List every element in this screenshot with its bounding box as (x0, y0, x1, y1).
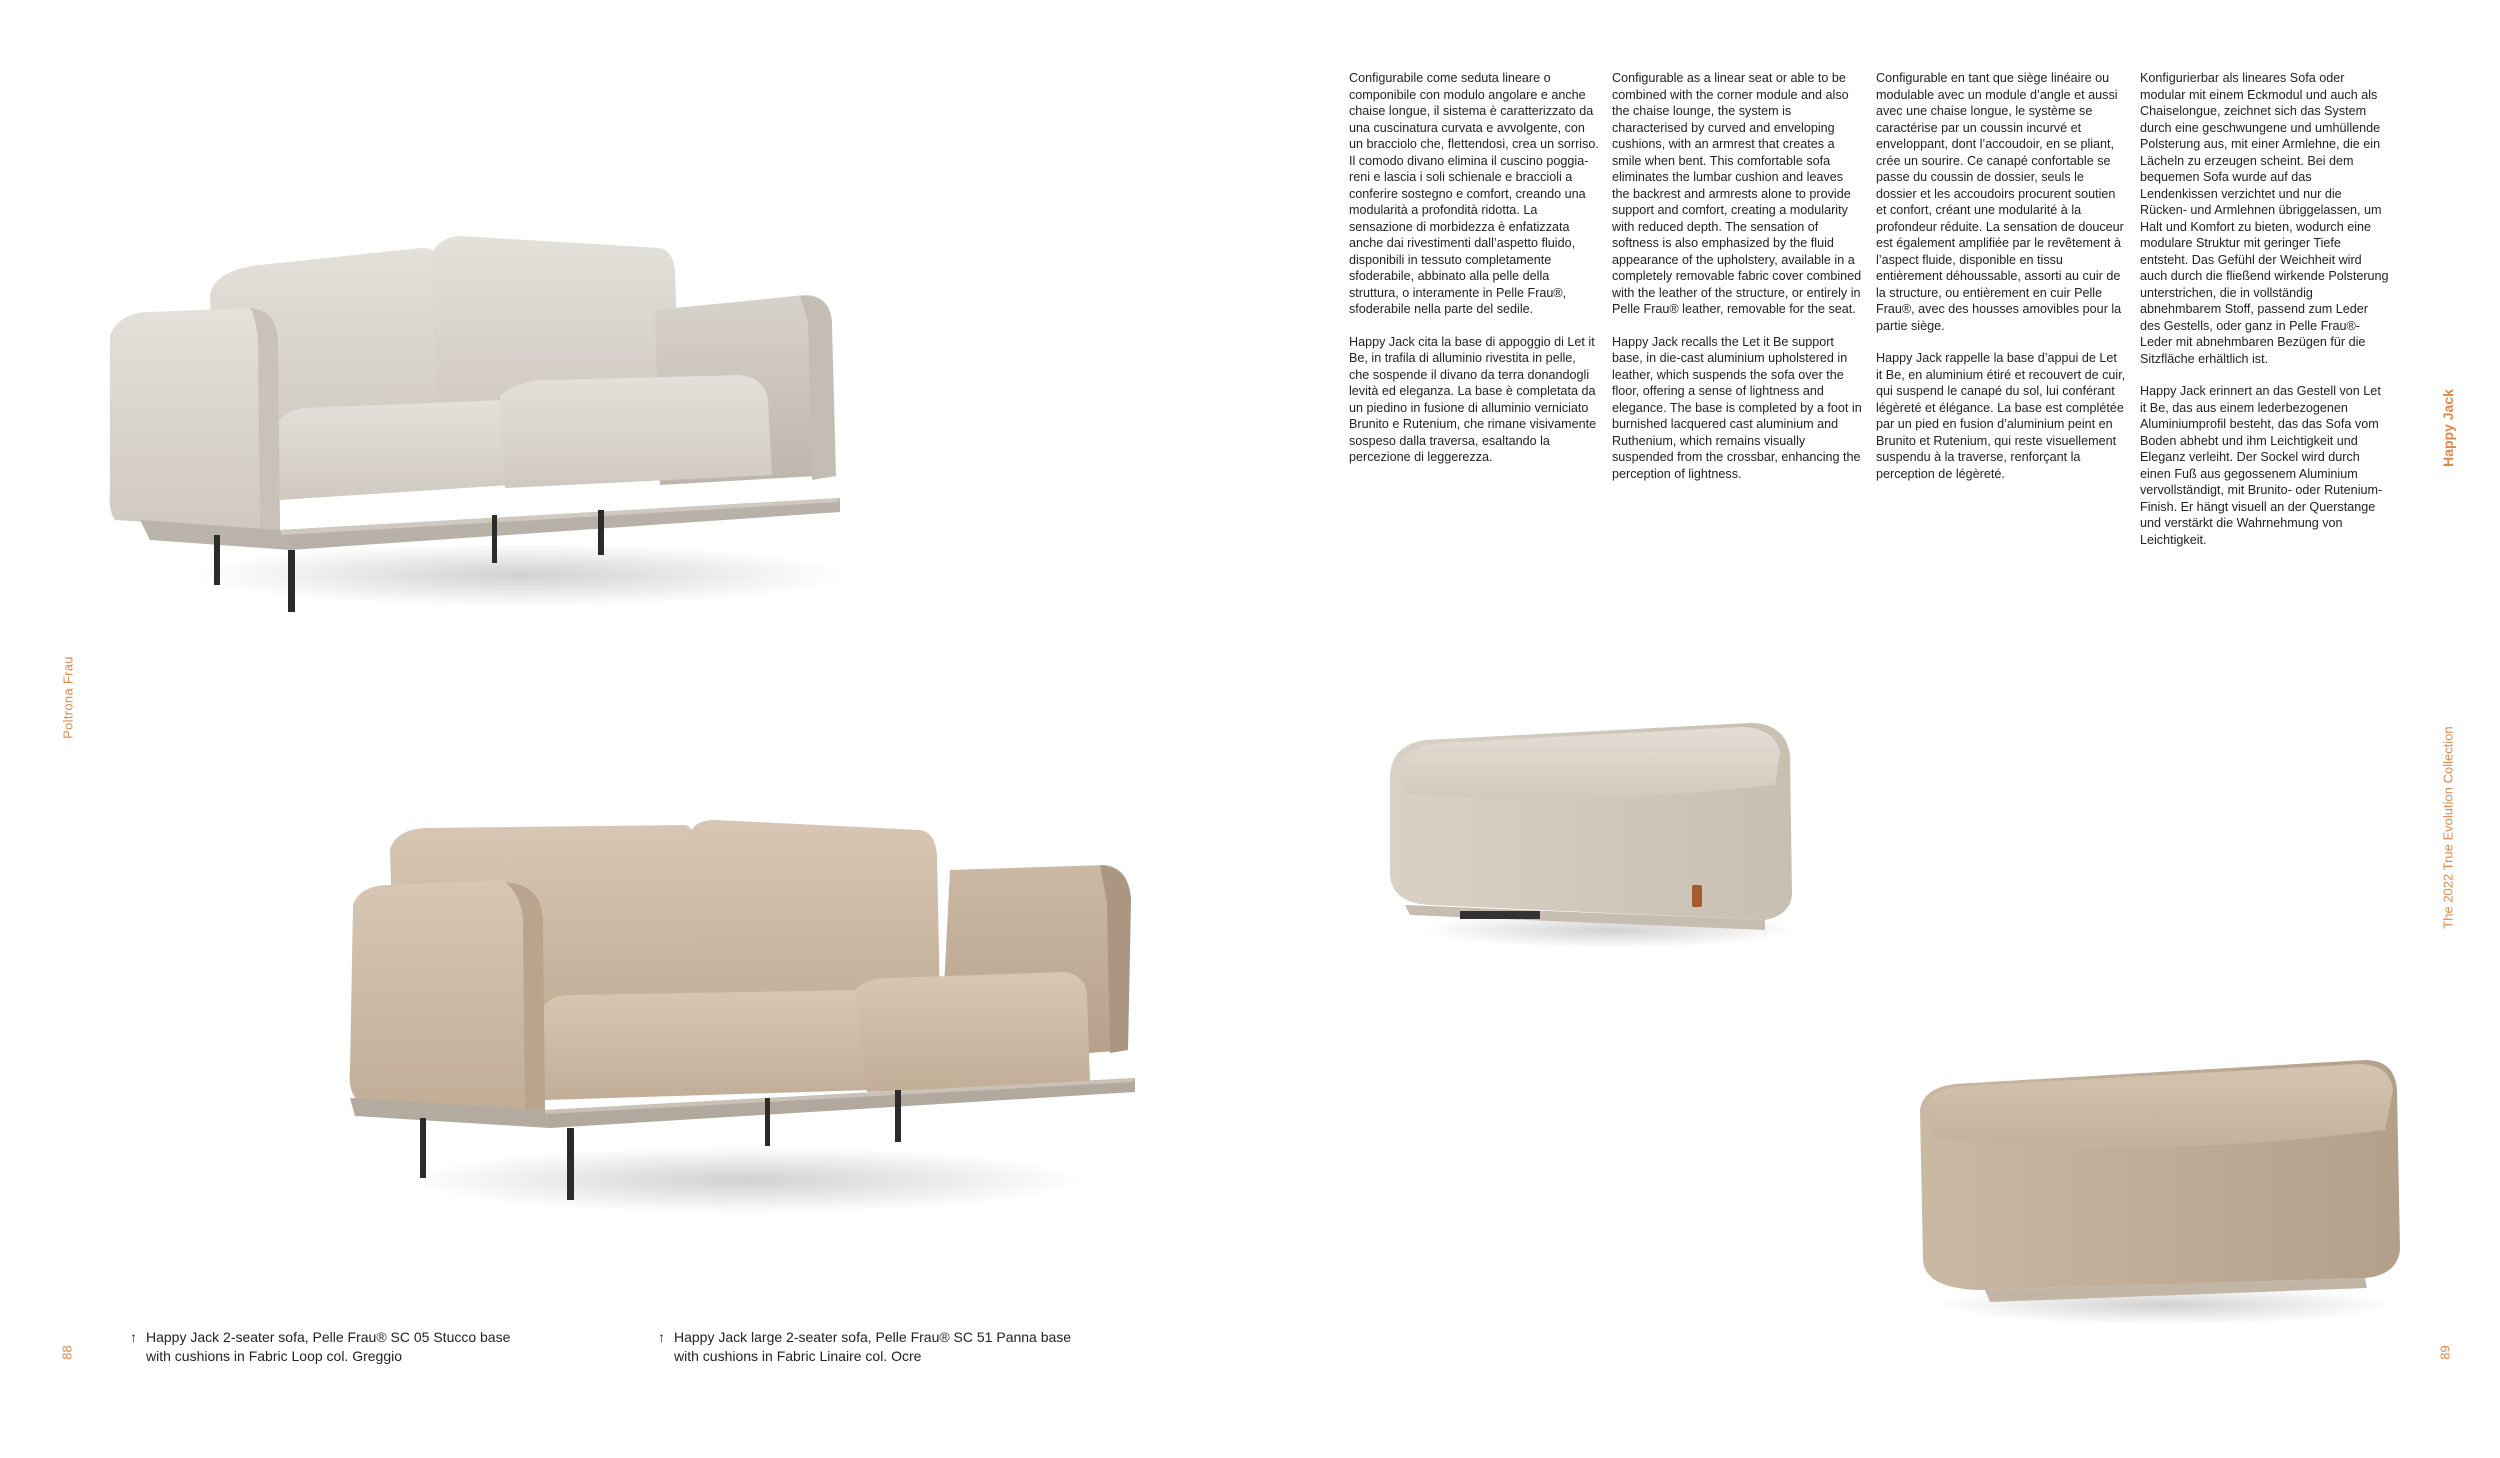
text-column-french (1876, 70, 2126, 498)
brand-vertical-label: Poltrona Frau (60, 656, 76, 739)
caption-line-2: with cushions in Fabric Loop col. Greggio (146, 1348, 403, 1364)
sofa-greggio-image (100, 230, 890, 620)
german-paragraph-1: Konfigurierbar als lineares Sofa oder modular mit einem Eckmodul und auch als Chaiselongue, zeichnet sich das System durch eine geschwungene und umhüllende Polsterung aus, mit einer Armlehne, die ein Lächeln zu erzeugen scheint. Bei dem bequemen Sofa wurde auf das Lendenkissen verzichtet und nur die Rücken- und Armlehnen übriggelassen, um Halt und Komfort zu bieten, wodurch eine modulare Struktur mit geringer Tiefe entsteht. Das Gefühl der Weichheit wird auch durch die fließend wirkende Polsterung unterstrichen, die in vollständig abnehmbarem Stoff, passend zum Leder des Gestells, oder ganz in Pelle Frau®-Leder mit abnehmbaren Bezügen für die Sitzfläche erhältlich ist. (2140, 71, 2389, 366)
page-number-right: 89 (2437, 1345, 2453, 1360)
caption-sofa-ocre (658, 1328, 1178, 1366)
arrow-up-icon: ↑ (658, 1329, 665, 1345)
arrow-up-icon: ↑ (130, 1329, 137, 1345)
italian-paragraph-2: Happy Jack cita la base di appoggio di Let it Be, in trafila di alluminio rivestita in pelle, che sospende il divano da terra donandogli levità ed eleganza. La base è completata da un piedino in fusione di alluminio verniciato Brunito e Rutenium, che rimane visivamente sospeso dalla traversa, esaltando la percezione di leggerezza. (1349, 334, 1597, 464)
caption-line-2: with cushions in Fabric Linaire col. Ocre (674, 1348, 922, 1364)
caption-line-1: Happy Jack large 2-seater sofa, Pelle Frau® SC 51 Panna base (674, 1329, 1072, 1345)
french-paragraph-2: Happy Jack rappelle la base d’appui de Let it Be, en aluminium étiré et recouvert de cuir, qui suspend le canapé du sol, lui conférant légèreté et élégance. La base est complétée par un pied en fusion d’aluminium peint en Brunito et Rutenium, qui reste visuellement suspendu à la traverse, renforçant la perception de légèreté. (1876, 351, 2126, 481)
french-paragraph-1: Configurable en tant que siège linéaire ou modulable avec un module d’angle et aussi avec une chaise longue, le système se caractérise par un coussin incurvé et enveloppant, dont l’accoudoir, en se pliant, crée un sourire. Ce canapé confortable se passe du coussin de dossier, seuls le dossier et les accoudoirs procurent soutien et confort, créant une modularité à la profondeur réduite. La sensation de douceur est également amplifiée par le revêtement à l’aspect fluide, disponible en tissu entièrement déhoussable, assorti au cuir de la structure, ou entièrement en cuir Pelle Frau®, avec des housses amovibles pour la partie siège. (1876, 71, 2124, 333)
text-column-italian (1349, 70, 1599, 482)
page-number-left: 88 (59, 1345, 75, 1360)
pouf-fabric-image (1905, 1050, 2405, 1330)
collection-vertical-label: The 2022 True Evolution Collection (2440, 726, 2456, 929)
german-paragraph-2: Happy Jack erinnert an das Gestell von Let it Be, das aus einem lederbezogenen Aluminiumprofil besteht, das das Sofa vom Boden abhebt und ihm Leichtigkeit und Eleganz verleiht. Der Sockel wird durch einen Fuß aus gegossenem Aluminium vervollständigt, mit Brunito- oder Rutenium-Finish. Er hängt visuell an der Querstange und verstärkt die Wahrnehmung von Leichtigkeit. (2140, 384, 2383, 547)
caption-sofa-greggio (130, 1328, 650, 1366)
pouf-leather-image (1380, 715, 1800, 955)
text-column-english (1612, 70, 1862, 498)
text-column-german (2140, 70, 2390, 564)
english-paragraph-1: Configurable as a linear seat or able to be combined with the corner module and also the chaise lounge, the system is characterised by curved and enveloping cushions, with an armrest that creates a smile when bent. This comfortable sofa eliminates the lumbar cushion and leaves the backrest and armrests alone to provide support and comfort, creating a modularity with reduced depth. The sensation of softness is also emphasized by the fluid appearance of the upholstery, available in a completely removable fabric cover combined with the leather of the structure, or entirely in Pelle Frau® leather, removable for the seat. (1612, 71, 1862, 316)
product-vertical-title: Happy Jack (2440, 389, 2456, 467)
caption-line-1: Happy Jack 2-seater sofa, Pelle Frau® SC 05 Stucco base (146, 1329, 511, 1345)
english-paragraph-2: Happy Jack recalls the Let it Be support base, in die-cast aluminium upholstered in leather, which suspends the sofa over the floor, offering a sense of lightness and elegance. The base is completed by a foot in burnished lacquered cast aluminium and Ruthenium, which remains visually suspended from the crossbar, enhancing the perception of lightness. (1612, 334, 1862, 481)
italian-paragraph-1: Configurabile come seduta lineare o componibile con modulo angolare e anche chaise longue, il sistema è caratterizzato da una cuscinatura curvata e avvolgente, con un bracciolo che, flettendosi, crea un sorriso. Il comodo divano elimina il cuscino poggia-reni e lascia i soli schienale e braccioli a conferire sostegno e comfort, creando una modularità a profondità ridotta. La sensazione di morbidezza è enfatizzata anche dai rivestimenti dall’aspetto fluido, disponibili in tessuto completamente sfoderabile, abbinato alla pelle della struttura, o interamente in Pelle Frau®, sfoderabile nella parte del sedile. (1349, 71, 1599, 316)
sofa-ocre-image (345, 820, 1135, 1240)
